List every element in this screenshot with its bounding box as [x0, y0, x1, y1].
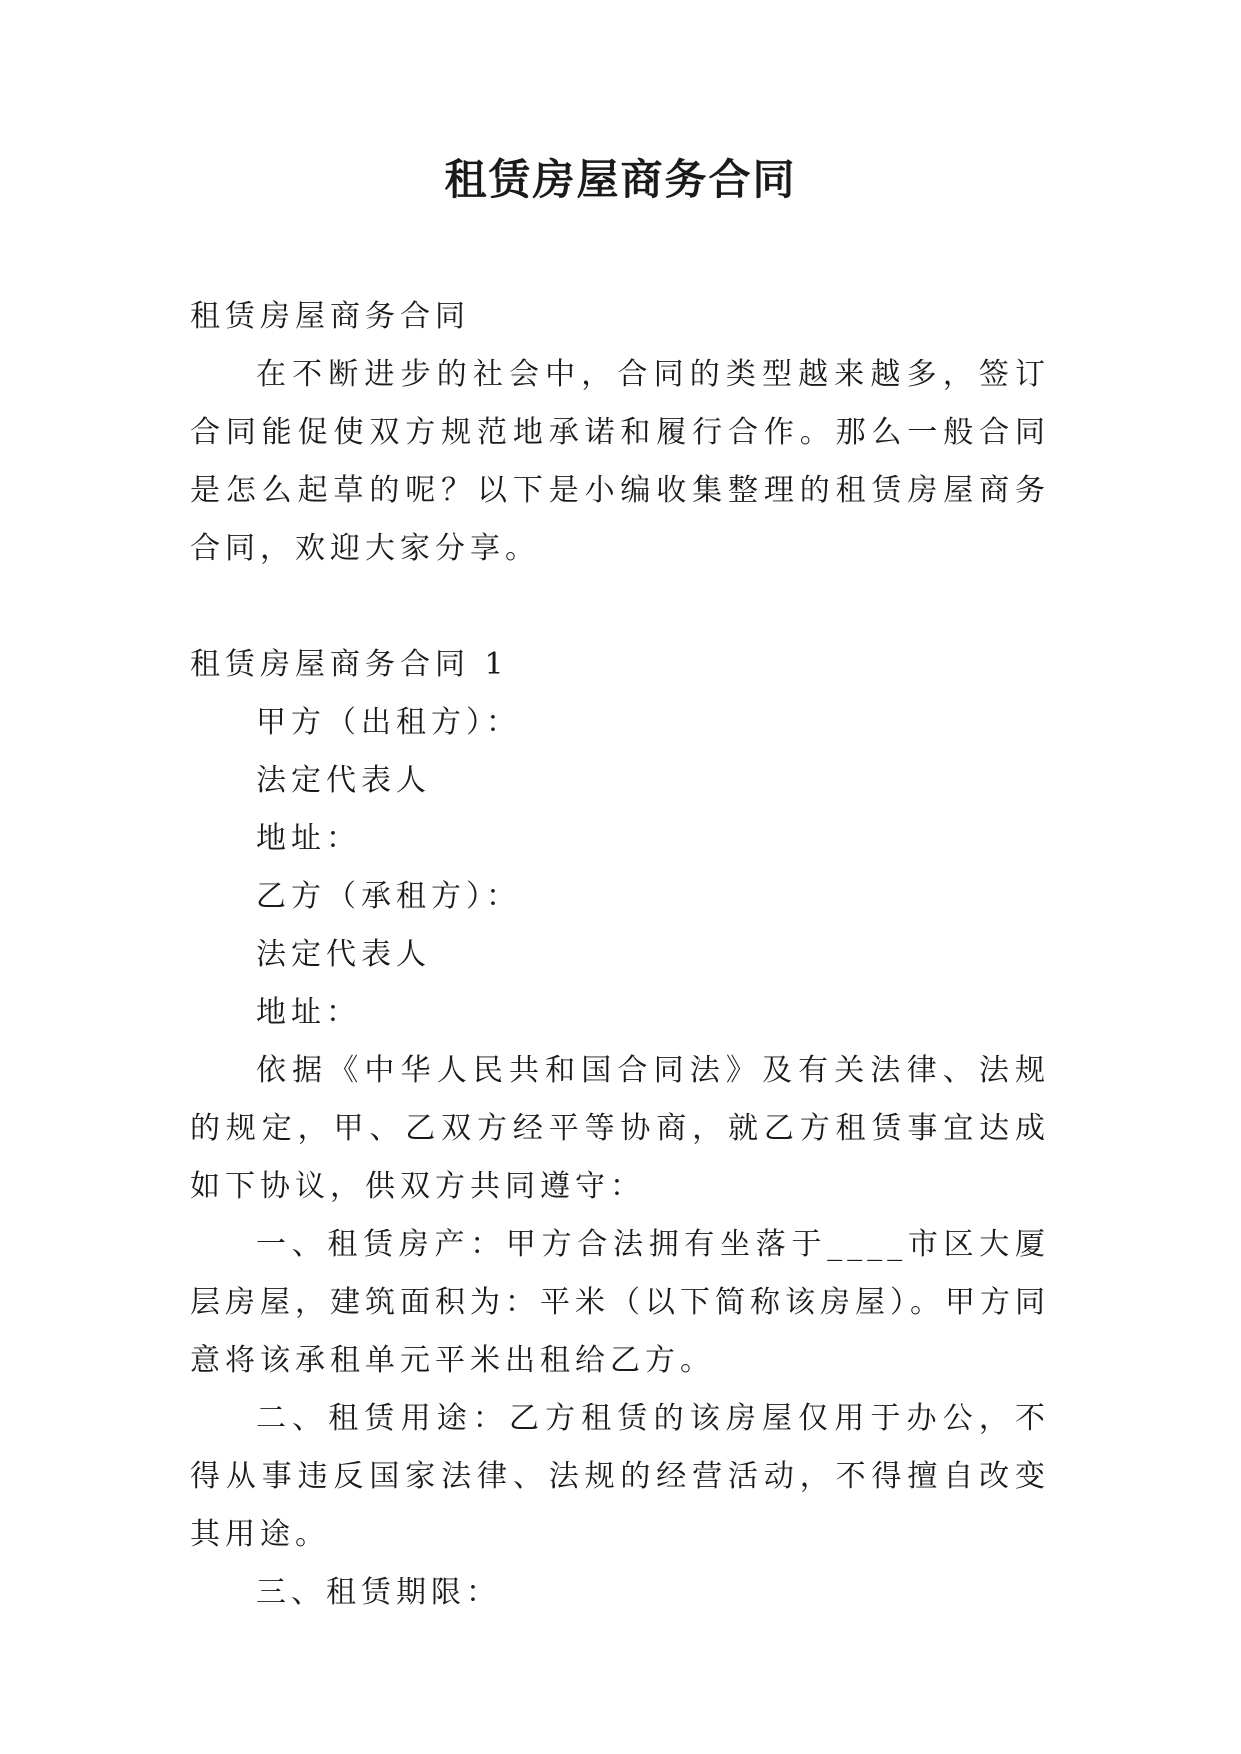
section-heading: 租赁房屋商务合同 1 [190, 647, 509, 682]
intro-paragraph: 在不断进步的社会中，合同的类型越来越多，签订合同能促使双方规范地承诺和履行合作。那么一般合同是怎么起草的呢？以下是小编收集整理的租赁房屋商务合同，欢迎大家分享。 [190, 357, 1050, 566]
party-a-representative: 法定代表人 [256, 763, 431, 798]
document-body [190, 288, 1050, 1622]
party-b-address: 地址： [256, 995, 361, 1030]
document-title: 租赁房屋商务合同 [444, 155, 797, 204]
clause-rental-term: 三、租赁期限： [256, 1575, 501, 1610]
party-b-representative: 法定代表人 [256, 937, 431, 972]
party-a-address: 地址： [256, 821, 361, 856]
clause-rental-property: 一、租赁房产：甲方合法拥有坐落于____市区大厦层房屋，建筑面积为：平米（以下简称该房屋）。甲方同意将该承租单元平米出租给乙方。 [190, 1227, 1050, 1378]
legal-basis-paragraph: 依据《中华人民共和国合同法》及有关法律、法规的规定，甲、乙双方经平等协商，就乙方租赁事宜达成如下协议，供双方共同遵守： [190, 1053, 1050, 1204]
document-subtitle: 租赁房屋商务合同 [190, 299, 470, 334]
party-b-line: 乙方（承租方）： [256, 879, 521, 914]
party-a-line: 甲方（出租方）： [256, 705, 521, 740]
clause-rental-purpose: 二、租赁用途：乙方租赁的该房屋仅用于办公，不得从事违反国家法律、法规的经营活动，不得擅自改变其用途。 [190, 1401, 1050, 1552]
